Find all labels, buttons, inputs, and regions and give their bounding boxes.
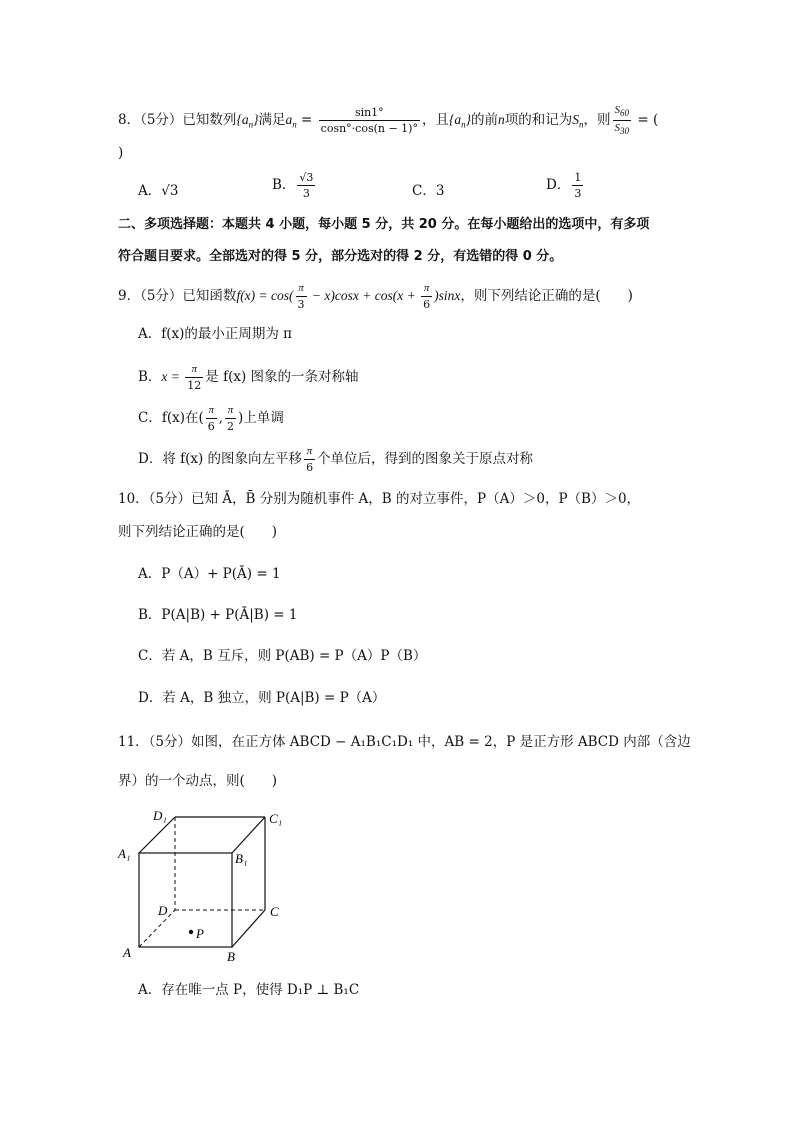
q9-option-a[interactable]: A．f(x)的最小正周期为 π xyxy=(138,326,293,342)
q8-prefix: 8．（5分）已知数列 xyxy=(118,112,237,129)
section2-line2: 符合题目要求。全部选对的得 5 分，部分选对的得 2 分，有选错的得 0 分。 xyxy=(118,249,563,264)
q8-mid2: 的前 xyxy=(471,112,499,129)
q10-line2: 则下列结论正确的是( ) xyxy=(118,524,278,540)
cube-figure xyxy=(115,805,305,965)
q8-cond: 满足 xyxy=(258,112,286,129)
front-face xyxy=(139,853,232,947)
label-b: B xyxy=(227,949,235,964)
q8-stem xyxy=(118,105,658,136)
edge-bc xyxy=(232,910,265,947)
section2-line1: 二、多项选择题：本题共 4 小题，每小题 5 分，共 20 分。在每小题给出的选项中，有多项 xyxy=(118,217,650,232)
q8-seq2: $\{a_n\}$ xyxy=(448,112,472,130)
point-p xyxy=(189,930,193,934)
q8-option-c[interactable]: C．3 xyxy=(412,183,445,199)
q8-mid3: 项的和记为 xyxy=(504,112,573,129)
q8-seq: $\{a_n\}$ xyxy=(236,112,259,130)
edge-b1c1 xyxy=(232,817,265,853)
q8-n: n xyxy=(498,112,505,128)
q10-option-b[interactable]: B．P(A|B) + P(Ā|B) = 1 xyxy=(138,607,298,623)
q8-ratio: $\frac{S_{60}}{S_{30}}$ xyxy=(614,104,630,137)
q8-sn: $S_n$ xyxy=(572,112,584,130)
q8-frac: $\frac{\sin 1^\circ}{\cos n^\circ\cdot\cos(n - 1)^\circ}$ xyxy=(320,106,418,136)
q8-mid: ，且 xyxy=(421,112,449,129)
q10-line1: 10．（5分）已知 Ā，B̄ 分别为随机事件 A，B 的对立事件，P（A）＞0，P（B）＞0， xyxy=(118,491,641,507)
label-p: P xyxy=(196,926,204,941)
edge-ad-hidden xyxy=(139,910,175,947)
q10-option-c[interactable]: C．若 A，B 互斥，则 P(AB) = P（A）P（B） xyxy=(138,648,427,664)
q9-option-b[interactable]: B．x = $\frac{\pi}{12}$ 是 f(x) 图象的一条对称轴 xyxy=(138,363,359,392)
q10-option-d[interactable]: D．若 A，B 独立，则 P(A|B) = P（A） xyxy=(138,690,386,706)
q8-an: $a_n$ xyxy=(285,112,297,130)
q11-line2: 界）的一个动点，则( ) xyxy=(118,773,278,789)
label-d1: D₁ xyxy=(153,808,167,823)
q11-line1: 11．（5分）如图，在正方体 ABCD − A₁B₁C₁D₁ 中，AB = 2，P 是正方形 ABCD 内部（含边 xyxy=(118,734,691,750)
q9-stem: 9．（5分）已知函数f(x) = cos( $\frac{\pi}{3}$ − x)cosx + cos(x + $\frac{\pi}{6}$ )sinx，则下列结论正确的是( ) xyxy=(118,282,633,311)
q8-end: = ( xyxy=(633,112,659,129)
label-c: C xyxy=(270,904,279,919)
label-c1: C₁ xyxy=(269,811,283,826)
label-b1: B₁ xyxy=(235,851,248,866)
q8-eq: = xyxy=(296,112,317,129)
q8-option-b[interactable]: B． $\frac{√3}{3}$ xyxy=(272,171,314,200)
q8-option-d[interactable]: D． $\frac{1}{3}$ xyxy=(546,171,582,200)
q10-option-a[interactable]: A．P（A）+ P(Ā) = 1 xyxy=(138,566,281,582)
cube-diagram xyxy=(115,805,305,965)
q11-option-a[interactable]: A．存在唯一点 P，使得 D₁P ⊥ B₁C xyxy=(138,982,360,998)
q9-option-d[interactable]: D．将 f(x) 的图象向左平移 $\frac{\pi}{6}$ 个单位后，得到的图象关于原点对称 xyxy=(138,445,534,474)
q8-close: ) xyxy=(118,145,124,161)
label-a1: A₁ xyxy=(118,846,131,861)
q8-then: ，则 xyxy=(583,112,611,129)
q8-option-a[interactable]: A．√3 xyxy=(138,183,179,199)
label-d: D xyxy=(158,903,168,918)
label-a: A xyxy=(123,945,131,960)
q9-option-c[interactable]: C．f(x)在( $\frac{\pi}{6}$ , $\frac{\pi}{2}$ )上单调 xyxy=(138,404,284,433)
